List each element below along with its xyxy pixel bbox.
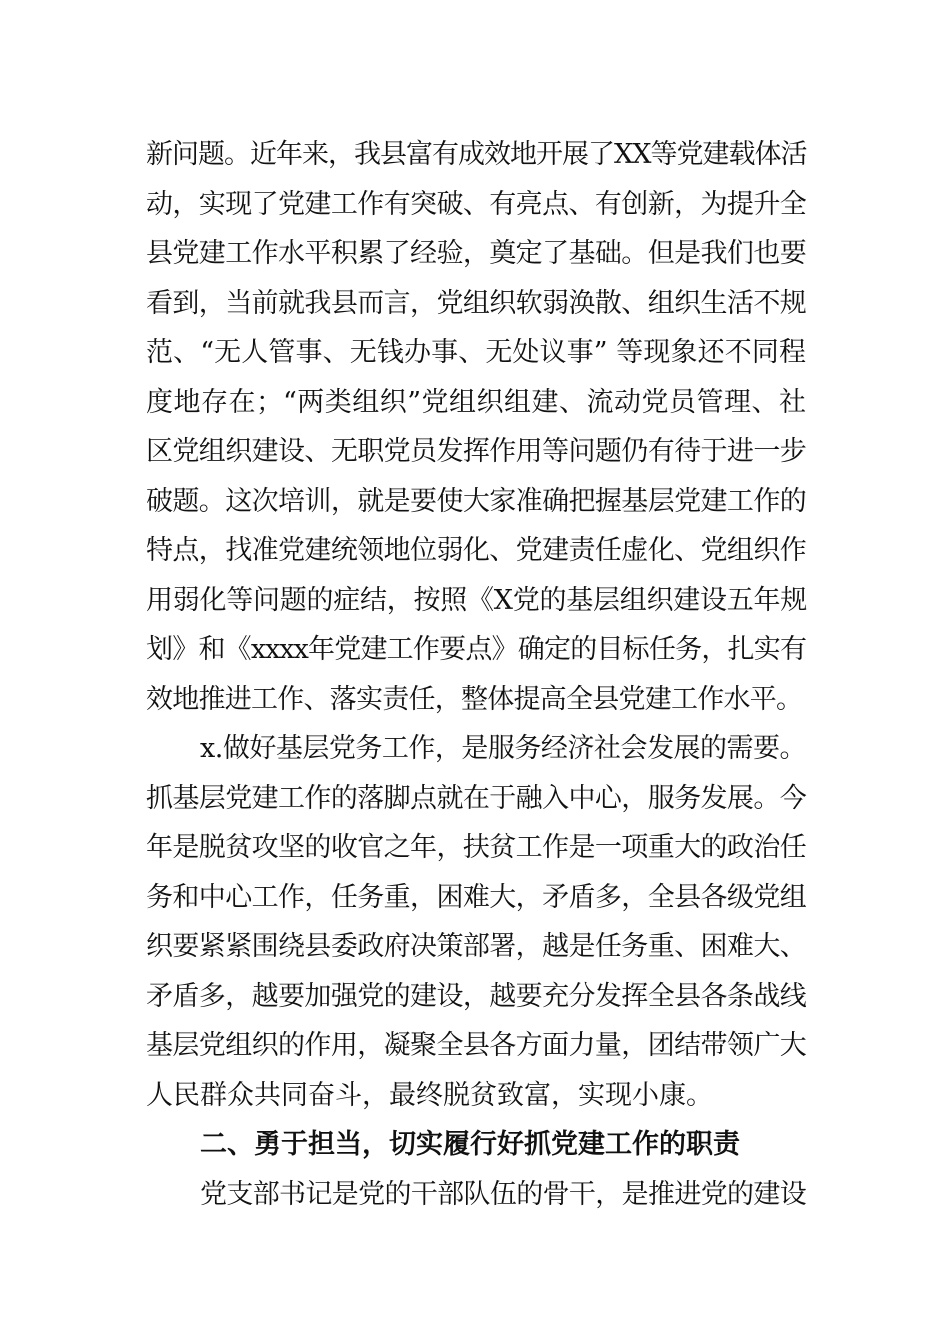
paragraph-line: 效地推进工作、落实责任，整体提高全县党建工作水平。	[146, 684, 803, 715]
paragraph-line: 划》和《xxxx年党建工作要点》确定的目标任务，扎实有	[146, 634, 806, 665]
paragraph-line: 范、“无人管事、无钱办事、无处议事” 等现象还不同程	[146, 337, 806, 368]
paragraph-line: 度地存在；“两类组织”党组织组建、流动党员管理、社	[146, 387, 806, 418]
paragraph-line: 人民群众共同奋斗，最终脱贫致富，实现小康。	[146, 1080, 713, 1111]
paragraph-line: 抓基层党建工作的落脚点就在于融入中心，服务发展。今	[146, 783, 806, 814]
section-heading: 二、勇于担当，切实履行好抓党建工作的职责	[200, 1129, 740, 1160]
paragraph-line: 新问题。近年来，我县富有成效地开展了XX等党建载体活	[146, 139, 807, 170]
paragraph-line: 县党建工作水平积累了经验，奠定了基础。但是我们也要	[146, 238, 806, 269]
paragraph-line: 看到，当前就我县而言，党组织软弱涣散、组织生活不规	[146, 288, 806, 319]
paragraph-line: x.做好基层党务工作，是服务经济社会发展的需要。	[200, 733, 806, 764]
paragraph-line: 年是脱贫攻坚的收官之年，扶贫工作是一项重大的政治任	[146, 832, 806, 863]
paragraph-line: 基层党组织的作用，凝聚全县各方面力量，团结带领广大	[146, 1030, 806, 1061]
paragraph-line: 破题。这次培训，就是要使大家准确把握基层党建工作的	[146, 486, 806, 517]
paragraph-line: 特点，找准党建统领地位弱化、党建责任虚化、党组织作	[146, 535, 806, 566]
paragraph-line: 动，实现了党建工作有突破、有亮点、有创新，为提升全	[146, 189, 806, 220]
paragraph-line: 区党组织建设、无职党员发挥作用等问题仍有待于进一步	[146, 436, 806, 467]
paragraph-line: 织要紧紧围绕县委政府决策部署，越是任务重、困难大、	[146, 931, 806, 962]
paragraph-line: 党支部书记是党的干部队伍的骨干，是推进党的建设	[200, 1179, 806, 1210]
paragraph-line: 用弱化等问题的症结，按照《X党的基层组织建设五年规	[146, 585, 807, 616]
paragraph-line: 务和中心工作，任务重，困难大，矛盾多，全县各级党组	[146, 882, 806, 913]
paragraph-line: 矛盾多，越要加强党的建设，越要充分发挥全县各条战线	[146, 981, 806, 1012]
